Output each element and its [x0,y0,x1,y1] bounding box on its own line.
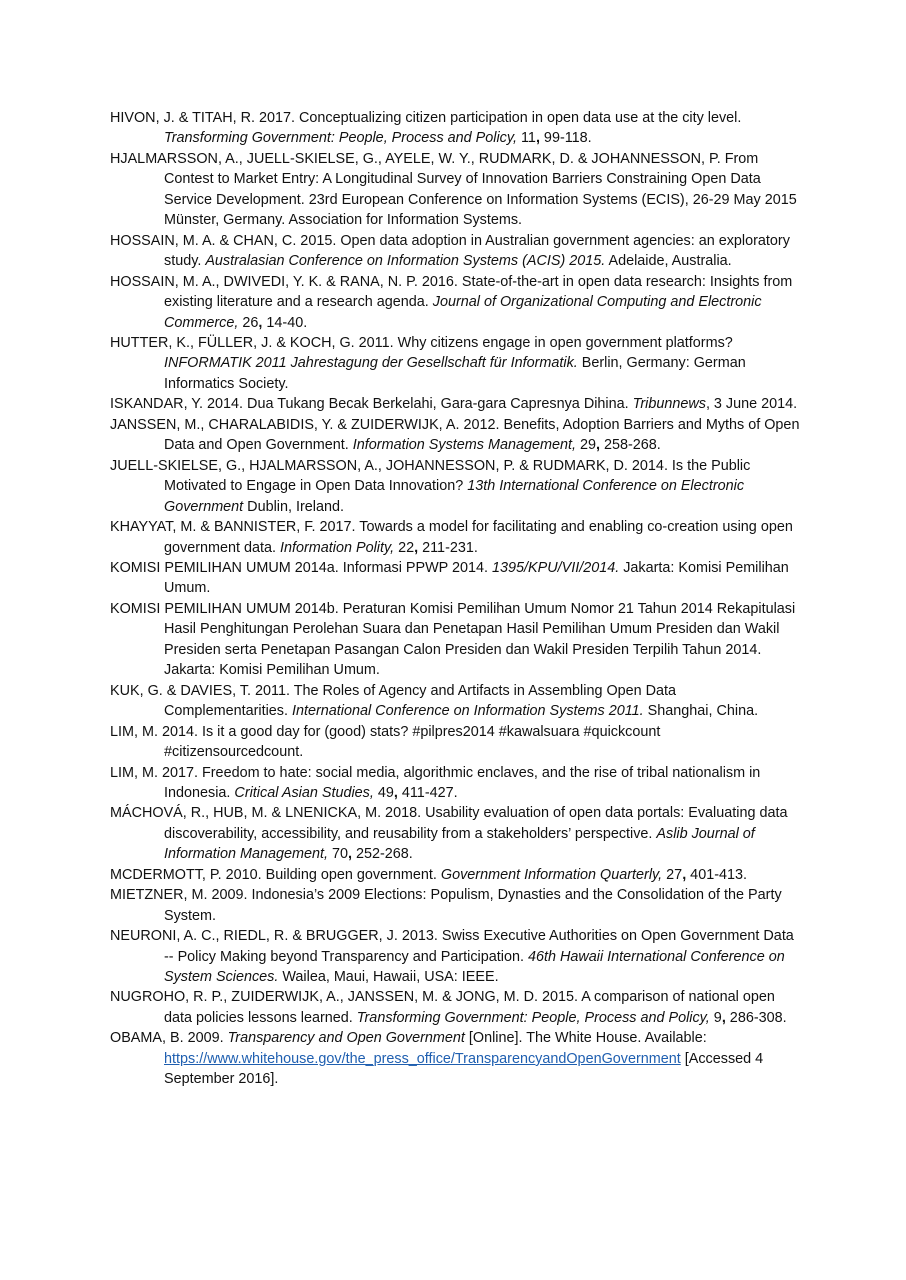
reference-entry [110,517,800,558]
reference-text: KHAYYAT, M. & BANNISTER, F. 2017. Towards a model for facilitating and enabling co-creation using open government data. [110,519,793,556]
reference-text: KOMISI PEMILIHAN UMUM 2014b. Peraturan Komisi Pemilihan Umum Nomor 21 Tahun 2014 Rekapitulasi Hasil Penghitungan Perolehan Suara dan Penetapan Hasil Pemilihan Umum Presiden dan Wakil Presiden serta Penetapan Pasangan Calon Presiden dan Wakil Presiden Terpilih Tahun 2014. Jakarta: Komisi Pemilihan Umum. [110,600,796,679]
reference-text: MÁCHOVÁ, R., HUB, M. & LNENICKA, M. 2018. Usability evaluation of open data portals: Evaluating data discoverability, accessibility, and reusability from a stakeholders’ perspective. [110,805,788,842]
reference-volume: 27 [662,866,683,883]
reference-source: Aslib Journal of Information Management, [164,825,755,863]
reference-volume: 9 [709,1009,722,1026]
reference-source: INFORMATIK 2011 Jahrestagung der Gesellschaft für Informatik. [164,355,578,372]
reference-text: MIETZNER, M. 2009. Indonesia’s 2009 Elections: Populism, Dynasties and the Consolidation of the Party System. [110,887,782,924]
reference-text: HJALMARSSON, A., JUELL-SKIELSE, G., AYELE, W. Y., RUDMARK, D. & JOHANNESSON, P. From Contest to Market Entry: A Longitudinal Survey of Innovation Barriers Constraining Open Data Service Development. 23rd European Conference on Information Systems (ECIS), 26-29 May 2015 Münster, Germany. Association for Information Systems. [110,150,797,229]
reference-source: 46th Hawaii International Conference on System Sciences. [164,948,785,986]
reference-details: Jakarta: Komisi Pemilihan Umum. [164,559,789,597]
reference-entry [110,987,800,1028]
reference-source: Transforming Government: People, Process and Policy, [164,130,517,147]
reference-entry [110,722,800,763]
reference-entry [110,415,800,456]
reference-details: 258-268. [599,437,661,454]
reference-entry [110,149,800,231]
reference-source: 1395/KPU/VII/2014. [492,559,620,576]
reference-source: Journal of Organizational Computing and Electronic Commerce, [164,294,762,331]
reference-separator: , [535,130,540,147]
reference-entry [110,394,800,414]
reference-text: MCDERMOTT, P. 2010. Building open government. [110,866,441,883]
reference-entry [110,272,800,333]
reference-entry [110,108,800,149]
reference-details: 14-40. [262,314,308,331]
reference-entry [110,333,800,394]
reference-details: Berlin, Germany: German Informatics Society. [164,355,746,392]
reference-text: LIM, M. 2014. Is it a good day for (good) stats? #pilpres2014 #kawalsuara #quickcount #citizensourcedcount. [110,723,661,761]
reference-separator: , [348,846,352,863]
reference-url-link[interactable]: https://www.whitehouse.gov/the_press_office/TransparencyandOpenGovernment [164,1050,681,1067]
reference-text: KUK, G. & DAVIES, T. 2011. The Roles of Agency and Artifacts in Assembling Open Data Complementarities. [110,682,677,720]
reference-volume: 29 [575,437,596,454]
reference-separator: , [721,1009,726,1026]
reference-text: KOMISI PEMILIHAN UMUM 2014a. Informasi PPWP 2014. [110,559,493,576]
reference-entry [110,558,800,599]
reference-source: Government Information Quarterly, [440,866,663,883]
reference-list [110,108,800,1090]
reference-source: Transforming Government: People, Process and Policy, [356,1009,710,1026]
reference-details: Wailea, Maui, Hawaii, USA: IEEE. [278,969,499,986]
reference-entry [110,599,800,681]
reference-source: International Conference on Information Systems 2011. [291,703,644,720]
reference-details: , 3 June 2014. [705,396,798,413]
reference-text: NEURONI, A. C., RIEDL, R. & BRUGGER, J. 2013. Swiss Executive Authorities on Open Government Data -- Policy Making beyond Transparency and Participation. [110,928,794,965]
reference-text: NUGROHO, R. P., ZUIDERWIJK, A., JANSSEN, M. & JONG, M. D. 2015. A comparison of national open data policies lessons learned. [110,989,775,1026]
reference-separator: , [414,539,419,556]
reference-details: Adelaide, Australia. [605,253,732,270]
reference-volume: 11 [517,130,536,147]
reference-entry [110,456,800,517]
reference-entry [110,231,800,272]
reference-entry [110,1028,800,1089]
reference-details: 211-231. [418,539,478,556]
reference-text: JUELL-SKIELSE, G., HJALMARSSON, A., JOHANNESSON, P. & RUDMARK, D. 2014. Is the Public Motivated to Engage in Open Data Innovation? [110,457,751,495]
reference-volume: 70 [327,846,348,863]
reference-source: Information Polity, [280,539,395,556]
reference-separator: , [393,784,398,801]
reference-text: JANSSEN, M., CHARALABIDIS, Y. & ZUIDERWIJK, A. 2012. Benefits, Adoption Barriers and Myths of Open Data and Open Government. [110,416,800,454]
reference-entry [110,885,800,926]
reference-separator: , [258,314,263,331]
reference-details: 286-308. [725,1009,787,1026]
reference-details: [Online]. The White House. Available: [464,1030,707,1047]
reference-accessed-date: [Accessed 4 September 2016]. [164,1050,764,1088]
reference-text: HIVON, J. & TITAH, R. 2017. Conceptualizing citizen participation in open data use at the city level. [110,110,742,126]
reference-entry [110,763,800,804]
reference-text: OBAMA, B. 2009. [110,1030,228,1047]
reference-entry [110,865,800,885]
reference-separator: , [595,437,600,454]
reference-details: 401-413. [686,866,747,883]
reference-text: HOSSAIN, M. A. & CHAN, C. 2015. Open data adoption in Australian government agencies: an exploratory study. [110,232,790,270]
reference-source: 13th International Conference on Electronic Government [164,478,745,515]
reference-source: Tribunnews [632,396,706,413]
reference-details: 99-118. [539,130,592,147]
reference-entry [110,681,800,722]
reference-source: Australasian Conference on Information Systems (ACIS) 2015. [205,253,606,270]
reference-entry [110,803,800,864]
reference-source: Information Systems Management, [352,437,576,454]
reference-details: 252-268. [352,846,413,863]
reference-details: 411-427. [397,784,458,801]
reference-volume: 49 [373,784,394,801]
reference-details: Dublin, Ireland. [243,498,344,515]
reference-text: HOSSAIN, M. A., DWIVEDI, Y. K. & RANA, N. P. 2016. State-of-the-art in open data research: Insights from existing literature and a research agenda. [110,273,793,311]
reference-volume: 22 [394,539,415,556]
reference-text: ISKANDAR, Y. 2014. Dua Tukang Becak Berkelahi, Gara-gara Capresnya Dihina. [110,396,633,413]
reference-volume: 26 [238,314,259,331]
reference-source: Critical Asian Studies, [234,784,374,801]
reference-entry [110,926,800,987]
reference-source: Transparency and Open Government [227,1030,465,1047]
reference-separator: , [682,866,687,883]
reference-details: Shanghai, China. [643,703,759,720]
reference-text: LIM, M. 2017. Freedom to hate: social media, algorithmic enclaves, and the rise of tribal nationalism in Indonesia. [110,764,761,801]
reference-text: HUTTER, K., FÜLLER, J. & KOCH, G. 2011. Why citizens engage in open government platforms? [110,334,733,351]
